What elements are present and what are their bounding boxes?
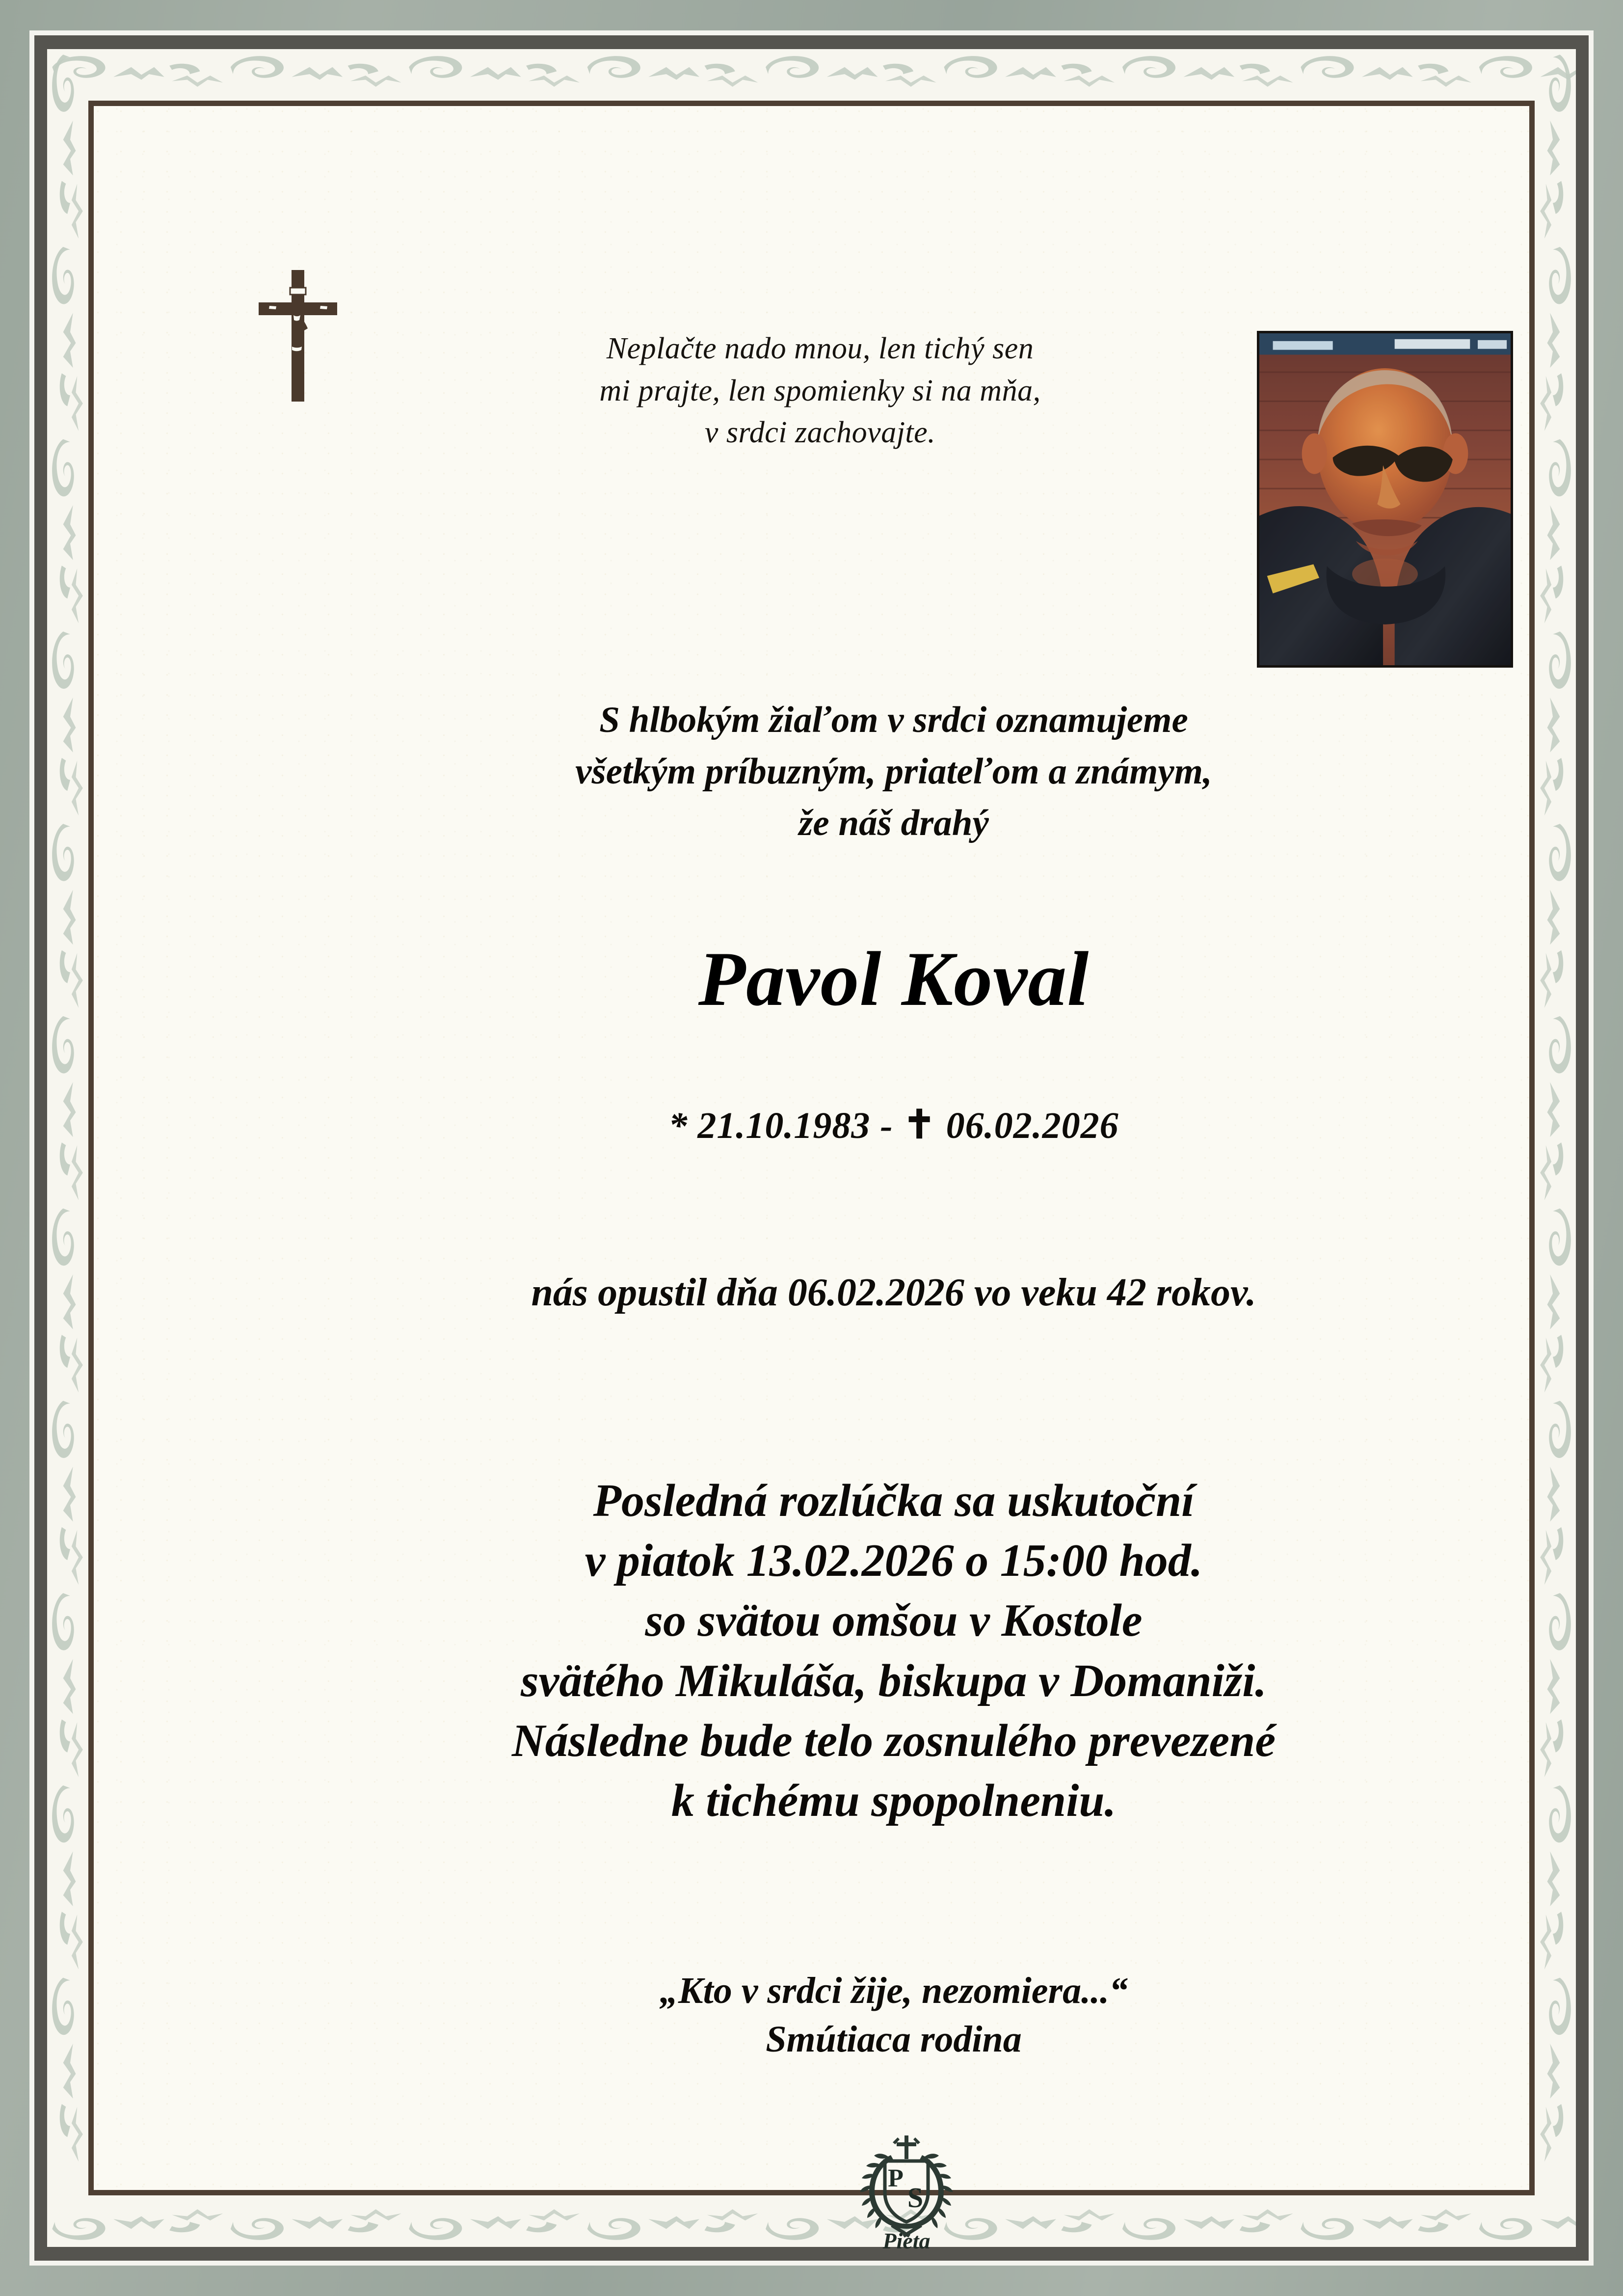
closing-quote: „Kto v srdci žije, nezomiera...“ xyxy=(659,1970,1128,2011)
laurel-wreath-icon xyxy=(860,2154,953,2238)
memorial-poem xyxy=(437,328,1203,454)
closing-block xyxy=(359,1967,1429,2064)
ceremony-line: v piatok 13.02.2026 o 15:00 hod. xyxy=(585,1535,1203,1587)
poem-line: v srdci zachovajte. xyxy=(704,416,936,450)
passed-away-line: nás opustil dňa 06.02.2026 vo veku 42 rokov. xyxy=(531,1271,1256,1314)
inner-brown-frame xyxy=(88,101,1535,2253)
ceremony-line: svätého Mikuláša, biskupa v Domaniži. xyxy=(521,1655,1267,1706)
life-dates xyxy=(359,1102,1429,1148)
cross-icon: ✝ xyxy=(903,1104,936,1147)
crucifix-icon xyxy=(241,262,354,409)
ceremony-details xyxy=(319,1471,1468,1831)
paper-surface xyxy=(94,106,1529,2253)
poem-line: Neplačte nado mnou, len tichý sen xyxy=(606,332,1034,365)
ornament-strip-right xyxy=(1532,49,1574,2247)
inri-plaque xyxy=(290,288,306,295)
ornament-strip-bottom xyxy=(47,2201,1576,2243)
ceremony-line: k tichému spopolneniu. xyxy=(671,1775,1117,1826)
ceremony-line: Posledná rozlúčka sa uskutoční xyxy=(593,1475,1195,1526)
portrait-photo xyxy=(1257,331,1513,668)
cross-icon xyxy=(893,2135,920,2159)
poem-line: mi prajte, len spomienky si na mňa, xyxy=(599,374,1041,407)
family-signature: Smútiaca rodina xyxy=(766,2018,1022,2060)
logo-name: Pieta xyxy=(882,2228,931,2253)
pieta-logo xyxy=(838,2133,975,2255)
logo-monogram-s: S xyxy=(907,2182,924,2214)
announcement-line: že náš drahý xyxy=(798,803,989,843)
deceased-name: Pavol Koval xyxy=(698,936,1090,1022)
ornament-strip-left xyxy=(49,49,91,2247)
birth-date-part: * 21.10.1983 - xyxy=(668,1105,893,1146)
ceremony-line: Následne bude telo zosnulého prevezené xyxy=(511,1715,1276,1766)
logo-monogram-p: P xyxy=(888,2164,904,2192)
ceremony-line: so svätou omšou v Kostole xyxy=(645,1595,1143,1647)
death-date-part: 06.02.2026 xyxy=(946,1105,1119,1146)
announcement-line: S hlbokým žiaľom v srdci oznamujeme xyxy=(599,700,1188,740)
announcement-text xyxy=(359,694,1429,849)
ornament-strip-top xyxy=(47,53,1576,95)
announcement-line: všetkým príbuzným, priateľom a známym, xyxy=(575,751,1212,792)
